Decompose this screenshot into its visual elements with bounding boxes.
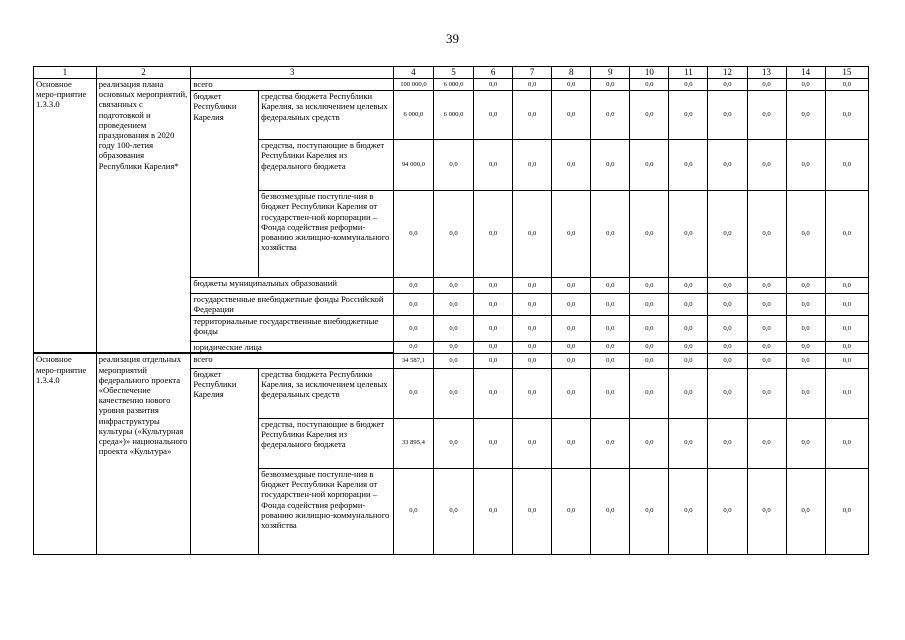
- value-cell: 0,0: [786, 140, 825, 191]
- value-cell: 0,0: [393, 368, 433, 418]
- value-cell: 0,0: [786, 191, 825, 278]
- value-cell: 0,0: [669, 140, 708, 191]
- value-cell: 0,0: [474, 353, 513, 368]
- value-cell: 0,0: [786, 316, 825, 342]
- header-cell: 11: [669, 67, 708, 79]
- value-cell: 0,0: [433, 140, 473, 191]
- value-cell: 0,0: [747, 278, 786, 294]
- value-cell: 0,0: [825, 294, 868, 316]
- value-cell: 6 000,0: [433, 91, 473, 140]
- value-cell: 0,0: [591, 79, 630, 91]
- value-cell: 0,0: [393, 294, 433, 316]
- value-cell: 0,0: [747, 294, 786, 316]
- value-cell: 0,0: [669, 368, 708, 418]
- header-cell: 1: [34, 67, 97, 79]
- value-cell: 0,0: [393, 191, 433, 278]
- budget-table: [33, 66, 869, 555]
- value-cell: 0,0: [708, 79, 747, 91]
- value-cell: 0,0: [747, 91, 786, 140]
- value-cell: 0,0: [669, 191, 708, 278]
- value-cell: 0,0: [825, 91, 868, 140]
- value-cell: 100 000,0: [393, 79, 433, 91]
- value-cell: 0,0: [513, 294, 552, 316]
- value-cell: 0,0: [747, 418, 786, 468]
- header-cell: 10: [630, 67, 669, 79]
- value-cell: 0,0: [393, 316, 433, 342]
- value-cell: 0,0: [433, 468, 473, 554]
- value-cell: 0,0: [747, 353, 786, 368]
- header-cell: 13: [747, 67, 786, 79]
- value-cell: 0,0: [552, 140, 591, 191]
- source-label-cell: всего: [191, 79, 394, 91]
- value-cell: 0,0: [552, 91, 591, 140]
- value-cell: 0,0: [474, 468, 513, 554]
- header-cell: 12: [708, 67, 747, 79]
- event-code-cell: Основное меро-приятие 1.3.4.0: [34, 353, 97, 554]
- value-cell: 0,0: [474, 316, 513, 342]
- value-cell: 0,0: [630, 91, 669, 140]
- value-cell: 0,0: [433, 418, 473, 468]
- value-cell: 0,0: [630, 278, 669, 294]
- value-cell: 0,0: [552, 191, 591, 278]
- value-cell: 0,0: [669, 342, 708, 354]
- value-cell: 0,0: [552, 418, 591, 468]
- event-description-cell: реализация отдельных мероприятий федерального проекта «Обеспечение качественно нового уровня развития инфраструктуры культуры («Культурная среда»)» национального проекта «Культура»: [96, 353, 191, 554]
- header-row: [34, 67, 869, 79]
- value-cell: 0,0: [591, 278, 630, 294]
- value-cell: 0,0: [630, 468, 669, 554]
- value-cell: 0,0: [747, 468, 786, 554]
- value-cell: 0,0: [825, 468, 868, 554]
- value-cell: 0,0: [786, 468, 825, 554]
- value-cell: 0,0: [591, 316, 630, 342]
- event-code-cell: Основное меро-приятие 1.3.3.0: [34, 79, 97, 354]
- funding-source-cell: безвозмездные поступле-ния в бюджет Республики Карелия от государствен-ной корпорации – Фонда содействия реформи-рованию жилищно-коммунального хозяйства: [259, 191, 394, 278]
- table-body: [34, 67, 869, 555]
- value-cell: 0,0: [513, 316, 552, 342]
- source-label-cell: юридические лица: [191, 342, 394, 354]
- value-cell: 0,0: [708, 140, 747, 191]
- value-cell: 0,0: [669, 468, 708, 554]
- value-cell: 0,0: [591, 468, 630, 554]
- value-cell: 0,0: [591, 353, 630, 368]
- source-label-cell: территориальные государственные внебюджетные фонды: [191, 316, 394, 342]
- header-cell: 5: [433, 67, 473, 79]
- value-cell: 0,0: [747, 342, 786, 354]
- value-cell: 0,0: [630, 418, 669, 468]
- value-cell: 0,0: [825, 368, 868, 418]
- value-cell: 0,0: [669, 294, 708, 316]
- value-cell: 0,0: [513, 353, 552, 368]
- funding-source-cell: безвозмездные поступле-ния в бюджет Республики Карелия от государствен-ной корпорации – Фонда содействия реформи-рованию жилищно-коммунального хозяйства: [259, 468, 394, 554]
- value-cell: 0,0: [708, 368, 747, 418]
- source-label-cell: всего: [191, 353, 394, 368]
- header-cell: 8: [552, 67, 591, 79]
- value-cell: 0,0: [708, 468, 747, 554]
- value-cell: 0,0: [591, 140, 630, 191]
- value-cell: 0,0: [433, 191, 473, 278]
- value-cell: 0,0: [630, 353, 669, 368]
- header-cell: 15: [825, 67, 868, 79]
- value-cell: 0,0: [474, 278, 513, 294]
- value-cell: 0,0: [708, 191, 747, 278]
- value-cell: 0,0: [474, 191, 513, 278]
- value-cell: 0,0: [786, 79, 825, 91]
- value-cell: 0,0: [708, 342, 747, 354]
- value-cell: 0,0: [433, 294, 473, 316]
- event-description-cell: реализация плана основных мероприятий, связанных с подготовкой и проведением празднования в 2020 году 100-летия образования Республики Карелия*: [96, 79, 191, 354]
- value-cell: 0,0: [433, 342, 473, 354]
- header-cell: 3: [191, 67, 394, 79]
- value-cell: 0,0: [591, 342, 630, 354]
- value-cell: 0,0: [513, 91, 552, 140]
- value-cell: 0,0: [474, 342, 513, 354]
- value-cell: 0,0: [513, 468, 552, 554]
- header-cell: 6: [474, 67, 513, 79]
- header-cell: 14: [786, 67, 825, 79]
- table-row: [34, 353, 869, 368]
- value-cell: 0,0: [786, 91, 825, 140]
- funding-source-cell: средства, поступающие в бюджет Республики Карелия из федерального бюджета: [259, 140, 394, 191]
- value-cell: 0,0: [825, 191, 868, 278]
- value-cell: 0,0: [669, 353, 708, 368]
- value-cell: 0,0: [825, 316, 868, 342]
- republic-budget-cell: бюджет Республики Карелия: [191, 91, 259, 278]
- value-cell: 0,0: [591, 91, 630, 140]
- value-cell: 0,0: [708, 316, 747, 342]
- value-cell: 0,0: [669, 278, 708, 294]
- value-cell: 0,0: [669, 91, 708, 140]
- value-cell: 0,0: [747, 79, 786, 91]
- source-label-cell: государственные внебюджетные фонды Российской Федерации: [191, 294, 394, 316]
- value-cell: 0,0: [630, 368, 669, 418]
- value-cell: 0,0: [825, 79, 868, 91]
- value-cell: 0,0: [669, 316, 708, 342]
- value-cell: 0,0: [513, 418, 552, 468]
- source-label-cell: бюджеты муниципальных образований: [191, 278, 394, 294]
- value-cell: 0,0: [825, 342, 868, 354]
- value-cell: 0,0: [552, 316, 591, 342]
- value-cell: 0,0: [786, 368, 825, 418]
- value-cell: 0,0: [393, 468, 433, 554]
- value-cell: 0,0: [433, 278, 473, 294]
- value-cell: 0,0: [630, 191, 669, 278]
- value-cell: 0,0: [433, 353, 473, 368]
- table-row: [34, 79, 869, 91]
- value-cell: 0,0: [591, 191, 630, 278]
- value-cell: 0,0: [708, 91, 747, 140]
- value-cell: 0,0: [591, 294, 630, 316]
- value-cell: 0,0: [474, 79, 513, 91]
- republic-budget-cell: бюджет Республики Карелия: [191, 368, 259, 554]
- value-cell: 0,0: [786, 418, 825, 468]
- value-cell: 0,0: [747, 316, 786, 342]
- value-cell: 0,0: [669, 418, 708, 468]
- value-cell: 0,0: [513, 79, 552, 91]
- funding-source-cell: средства бюджета Республики Карелия, за исключением целевых федеральных средств: [259, 368, 394, 418]
- value-cell: 0,0: [786, 278, 825, 294]
- header-cell: 9: [591, 67, 630, 79]
- value-cell: 0,0: [433, 368, 473, 418]
- value-cell: 0,0: [552, 342, 591, 354]
- value-cell: 0,0: [393, 342, 433, 354]
- value-cell: 0,0: [708, 294, 747, 316]
- value-cell: 0,0: [825, 353, 868, 368]
- funding-source-cell: средства, поступающие в бюджет Республики Карелия из федерального бюджета: [259, 418, 394, 468]
- value-cell: 0,0: [786, 294, 825, 316]
- value-cell: 0,0: [630, 316, 669, 342]
- value-cell: 0,0: [708, 278, 747, 294]
- value-cell: 0,0: [513, 191, 552, 278]
- funding-source-cell: средства бюджета Республики Карелия, за исключением целевых федеральных средств: [259, 91, 394, 140]
- value-cell: 0,0: [591, 368, 630, 418]
- header-cell: 7: [513, 67, 552, 79]
- value-cell: 0,0: [552, 368, 591, 418]
- value-cell: 6 000,0: [393, 91, 433, 140]
- value-cell: 0,0: [513, 368, 552, 418]
- page-number: 39: [446, 31, 459, 46]
- value-cell: 0,0: [630, 140, 669, 191]
- value-cell: 0,0: [708, 418, 747, 468]
- value-cell: 0,0: [552, 294, 591, 316]
- value-cell: 0,0: [474, 91, 513, 140]
- value-cell: 6 000,0: [433, 79, 473, 91]
- value-cell: 0,0: [708, 353, 747, 368]
- value-cell: 0,0: [786, 342, 825, 354]
- value-cell: 0,0: [747, 191, 786, 278]
- value-cell: 0,0: [747, 368, 786, 418]
- value-cell: 0,0: [825, 278, 868, 294]
- header-cell: 4: [393, 67, 433, 79]
- value-cell: 0,0: [474, 294, 513, 316]
- value-cell: 0,0: [630, 294, 669, 316]
- value-cell: 0,0: [552, 468, 591, 554]
- value-cell: 0,0: [747, 140, 786, 191]
- value-cell: 0,0: [513, 342, 552, 354]
- value-cell: 0,0: [393, 278, 433, 294]
- value-cell: 0,0: [825, 140, 868, 191]
- value-cell: 0,0: [669, 79, 708, 91]
- value-cell: 0,0: [630, 342, 669, 354]
- value-cell: 0,0: [513, 140, 552, 191]
- value-cell: 0,0: [825, 418, 868, 468]
- value-cell: 0,0: [630, 79, 669, 91]
- value-cell: 94 000,0: [393, 140, 433, 191]
- value-cell: 0,0: [474, 418, 513, 468]
- value-cell: 34 587,1: [393, 353, 433, 368]
- value-cell: 0,0: [552, 278, 591, 294]
- header-cell: 2: [96, 67, 191, 79]
- value-cell: 0,0: [513, 278, 552, 294]
- value-cell: 0,0: [474, 368, 513, 418]
- value-cell: 0,0: [433, 316, 473, 342]
- value-cell: 0,0: [786, 353, 825, 368]
- value-cell: 33 895,4: [393, 418, 433, 468]
- value-cell: 0,0: [591, 418, 630, 468]
- value-cell: 0,0: [552, 79, 591, 91]
- value-cell: 0,0: [474, 140, 513, 191]
- value-cell: 0,0: [552, 353, 591, 368]
